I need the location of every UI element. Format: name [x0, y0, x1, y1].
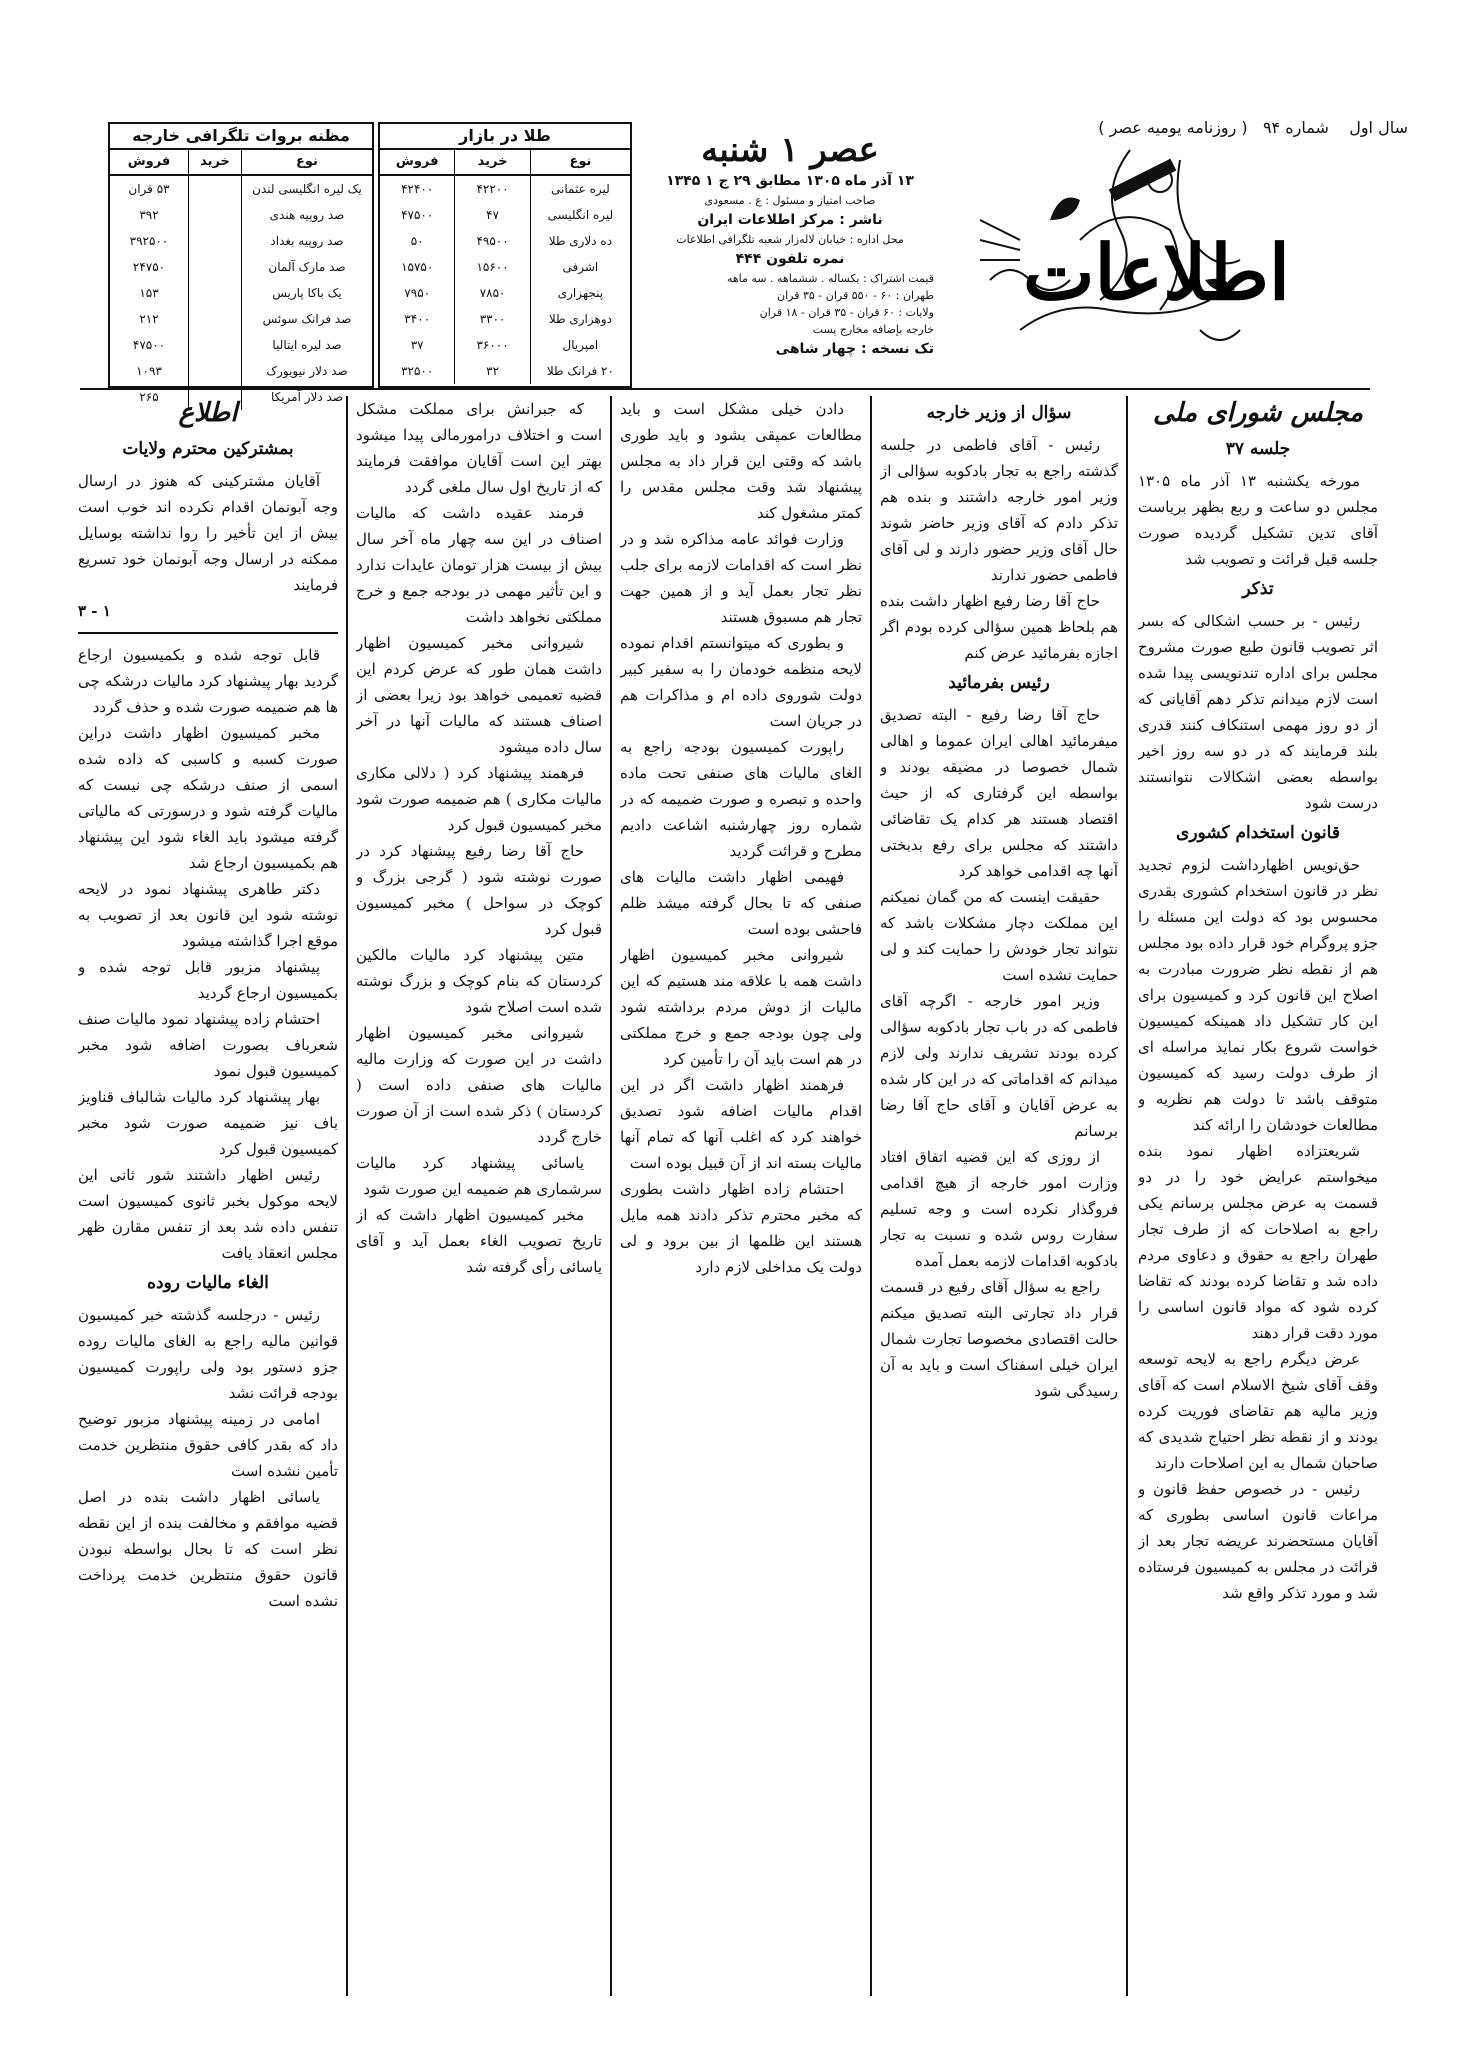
article-paragraph: رئیس - درجلسه گذشته خبر کمیسیون قوانین مالیه راجع به الغای مالیات روده جزو دستور بود ولی راپورت کمیسیون بودجه قرائت نشد [78, 1306, 338, 1402]
col-header-sell: فروش [395, 154, 439, 169]
table-cell [188, 332, 241, 358]
col-header-type: نوع [241, 150, 372, 174]
notice-text: آقایان مشترکینی که هنوز در ارسال وجه آبونمان اقدام نکرده اند خوب است بیش از این تأخیر را روا نداشته بوسایل ممکنه در ارسال وجه آبونمان خود تسریع فرمایند [78, 472, 338, 594]
table-cell: ۷۸۵۰ [454, 280, 529, 306]
table-cell: ۳۶۰۰۰ [454, 332, 529, 358]
article-paragraph: حاج آقا رضا رفیع اظهار داشت بنده هم بلحاظ همین سؤالی کرده بودم اگر اجازه بفرمائید عرض کنم [880, 592, 1118, 662]
table-cell: ۲۱۲ [139, 312, 159, 326]
table-cell: ۳۳۰۰ [454, 306, 529, 332]
article-paragraph: احتشام زاده اظهار داشت بطوری که مخبر محترم تذکر دادند همه مایل هستند این ظلمها از بین برود و لی دولت یک مداخلی لازم دارد [620, 1180, 862, 1276]
table-cell: لیره عثمانی [530, 176, 630, 202]
table-cell: امپریال [530, 332, 630, 358]
table-cell: ۱۵۷۵۰ [401, 260, 434, 274]
table-row [380, 228, 630, 254]
fx-rates-table [108, 122, 374, 404]
article-paragraph: دادن خیلی مشکل است و باید مطالعات عمیقی بشود و باید طوری باشد که وقتی این قرار داد به مجلس پیشنهاد شد وقت مجلس مقدس را کمتر مشغول کند [620, 400, 862, 522]
year-label: سال اول [1349, 118, 1408, 137]
article-paragraph: مخبر کمیسیون اظهار داشت که از تاریخ تصویب الغاء بعمل آید و آقای یاسائی رأی گرفته شد [356, 1206, 602, 1276]
article-paragraph: از روزی که این قضیه اتفاق افتاد وزارت امور خارجه از هیچ اقدامی فروگذار نکرده است و وجه تسلیم سفارت روس شده و نسبت به تجار بادکوبه اقدامات لازمه بعمل آمده [880, 1148, 1118, 1270]
article-paragraph: حقیقت اینست که من گمان نمیکنم این مملکت دچار مشکلات باشد که نتواند تجار خودش را حمایت کند و لی حمایت نشده است [880, 888, 1118, 984]
table-row [380, 280, 630, 306]
table-cell: ۲۰ فرانک طلا [530, 358, 630, 384]
table-cell: ۳۹۲ [139, 208, 159, 222]
table-row [110, 358, 372, 384]
publisher-line: ناشر : مرکز اطلاعات ایران [697, 212, 883, 228]
column-divider [1126, 396, 1128, 1996]
table-cell: ۱۰۹۳ [136, 364, 162, 378]
column-trade-report [620, 396, 862, 1996]
notice-title: بمشترکین محترم ولایات [122, 439, 294, 459]
table-cell: صد روپیه هندی [241, 202, 372, 228]
table-cell: ۴۷۵۰۰ [132, 338, 166, 352]
article-paragraph: الغاء مالیات روده [147, 1273, 269, 1293]
column-body [78, 642, 338, 1614]
col-header-type: نوع [530, 150, 630, 174]
article-paragraph: پیشنهاد مزبور قابل توجه شده و بکمیسیون ارجاع گردید [78, 958, 338, 1002]
article-paragraph: قابل توجه شده و بکمیسیون ارجاع گردید بهار پیشنهاد کرد مالیات درشکه چی ها هم ضمیمه صورت شده و حذف گردد [78, 646, 338, 716]
notice-separator [78, 632, 338, 634]
abroad-price: خارجه بإضافه مخارج پست [812, 323, 934, 336]
article-paragraph: و بطوری که میتوانستم اقدام نموده لایحه منظمه خودمان را به سفیر کبیر دولت شوروی داده ام و مذاکرات هم در جریان است [620, 634, 862, 730]
article-paragraph: شیروانی مخبر کمیسیون اظهار داشت همان طور که عرض کردم این قضیه تعمیمی خواهد بود زیرا بعضی از اصناف هستند که مالیات آنها در آخر سال داده میشود [356, 634, 602, 756]
table-row [110, 332, 372, 358]
table-cell: ۳۲ [454, 358, 529, 384]
address-line: محل اداره : خیابان لاله‌زار شعبه تلگرافی اطلاعات [676, 233, 904, 246]
article-paragraph: راپورت کمیسیون بودجه راجع به الغای مالیات های صنفی تحت ماده واحده و تبصره و صورت ضمیمه که در شماره روز چهارشنبه اشاعت دادیم مطرح و قرائت گردید [620, 738, 862, 860]
gold-market-table [378, 122, 632, 388]
article-paragraph: فرهمند اظهار داشت اگر در این اقدام مالیات اضافه شود تصدیق خواهند کرد که اغلب آنها که تمام آنها مالیات بسته اند از آن قبیل بوده است [620, 1076, 862, 1172]
table-row [110, 254, 372, 280]
column-body [1138, 468, 1378, 1606]
article-paragraph: مخبر کمیسیون اظهار داشت دراین صورت کسبه و کاسبی که داده شده اسمی از صنف درشکه چی نیست که مالیات گرفته شود و درسورتی که مالیاتی گرفته میشود باید الغاء شود این پیشنهاد هم بکمیسیون ارجاع شد [78, 724, 338, 872]
masthead-title: اطلاعات [1022, 228, 1290, 317]
table-cell [188, 306, 241, 332]
table-cell: صد دلار نیویورک [241, 358, 372, 384]
table-row [380, 358, 630, 384]
section-heading: سؤال از وزیر خارجه [926, 403, 1072, 423]
table-row [380, 332, 630, 358]
article-paragraph: حق‌نویس اظهارداشت لزوم تجدید نظر در قانون استخدام کشوری بقدری محسوس بود که دولت این مسئله را جزو پروگرام خود قرار داده بود مجلس هم از نقطه نظر ضرورت مبادرت به اصلاح این قانون کرد و کمیسیون برای این کار تشکیل داد همینکه کمیسیون خواست شروع بکار نماید مراسله ای از طرف دولت رسید که کمیسیون متوقف باشد تا دولت هم نظریه و مطالعات خودشان را ارائه کند [1138, 856, 1378, 1134]
article-paragraph: شیروانی مخبر کمیسیون اظهار داشت در این صورت که وزارت مالیه مالیات های صنفی داده است ( کردستان ) ذکر شده است از آن صورت خارج گردد [356, 1024, 602, 1146]
table-row [110, 306, 372, 332]
col-header-sell: فروش [127, 154, 171, 169]
table-cell: ۷۹۵۰ [404, 286, 431, 300]
edition-title: عصر ۱ شنبه [701, 130, 879, 170]
column-body [620, 396, 862, 1280]
article-paragraph: راجع به سؤال آقای رفیع در قسمت قرار داد تجارتی البته تصدیق میکنم حالت اقتصادی مخصوصا تجارت شمال ایران خیلی اسفناک است و باید به آن رسیدگی شود [880, 1278, 1118, 1400]
table-cell: یک لیره انگلیسی لندن [241, 176, 372, 202]
masthead-divider [80, 388, 1370, 390]
table-cell: ۱۵۳ [139, 286, 159, 300]
article-paragraph: رئیس - بر حسب اشکالی که بسر اثر تصویب قانون طبع صورت مشروح مجلس برای اداره تندنویسی پیدا شده است لازم میدانم تذکر دهم آقایانی که از دو روز مهمی استنکاف کنند قدری بلند فرمایند که در دو سه روز اخیر بواسطه بعضی اشکالات نتوانستند درست شود [1138, 612, 1378, 812]
column-body [356, 396, 602, 1280]
fx-table-title: مظنه بروات تلگرافی خارجه [110, 124, 372, 150]
single-copy-price: تک نسخه : چهار شاهی [775, 341, 934, 357]
notice-heading: اطلاع [178, 398, 238, 428]
issue-label: شماره ۹۴ [1262, 118, 1329, 137]
column-notice [78, 396, 338, 1996]
table-cell [188, 176, 241, 202]
article-paragraph: که جبرانش برای مملکت مشکل است و اختلاف درامورمالی پیدا میشود بهتر این است آقایان موافقت فرمایند که از تاریخ اول سال ملغی گردد [356, 400, 602, 496]
table-cell: اشرفی [530, 254, 630, 280]
subscription-title: قیمت اشتراک : یکساله . ششماهه . سه ماهه [726, 272, 934, 285]
table-row [380, 202, 630, 228]
article-paragraph: قانون استخدام کشوری [1176, 823, 1340, 843]
table-row [110, 280, 372, 306]
article-paragraph: رئیس اظهار داشتند شور ثانی این لایحه موکول بخبر ثانوی کمیسیون است تنفس داده شد بعد از تنفس مقارن ظهر مجلس انعقاد یافت [78, 1166, 338, 1262]
table-cell: ۴۷۵۰۰ [401, 208, 434, 222]
gold-table-title: طلا در بازار [380, 124, 630, 150]
article-paragraph: فهیمی اظهار داشت مالیات های صنفی که تا بحال گرفته میشد ظلم فاحشی بوده است [620, 868, 862, 938]
col-header-buy: خرید [188, 150, 241, 174]
table-cell: ۴۹۵۰۰ [454, 228, 529, 254]
table-row [380, 176, 630, 202]
article-paragraph: رئیس - آقای فاطمی در جلسه گذشته راجع به تجار بادکوبه سؤالی از وزیر امور خارجه داشتند و بنده هم تذکر دادم که آقای وزیر حاضر شوند حال آقای وزیر حضور دارند و لی آقای فاطمی حضور ندارند [880, 436, 1118, 584]
table-cell: صد لیره ایتالیا [241, 332, 372, 358]
article-paragraph: یاسائی اظهار داشت بنده در اصل قضیه موافقم و مخالفت بنده از این نقطه نظر است که تا بحال بواسطه نبودن قانون حقوق منتظرین خدمت پرداخت نشده است [78, 1488, 338, 1610]
masthead [960, 140, 1290, 380]
fx-table-header [110, 150, 372, 176]
column-divider [610, 396, 612, 1996]
article-paragraph: فرهمند پیشنهاد کرد ( دلالی مکاری مالیات مکاری ) هم ضمیمه صورت شود مخبر کمیسیون قبول کرد [356, 764, 602, 834]
table-cell: ۴۲۴۰۰ [401, 182, 434, 196]
article-paragraph: رئیس بفرمائید [948, 673, 1050, 693]
article-paragraph: شریعتزاده اظهار نمود بنده میخواستم عرایض خود را در دو قسمت به عرض مجلس برسانم یکی راجع به اصلاحات که از طرف تجار طهران راجع به حقوق و دعاوی مردم داده شد و تقاضا کرده بودند که تقاضا کرده شود که مواد قانون اساسی را مورد دقت قرار دهند [1138, 1142, 1378, 1342]
article-paragraph: احتشام زاده پیشنهاد نمود مالیات صنف شعرباف بصورت اضافه شود مخبر کمیسیون قبول نمود [78, 1010, 338, 1080]
table-cell: ۳۷ [410, 338, 424, 352]
table-cell: ۲۶۵ [139, 390, 159, 404]
article-paragraph: تذکر [1242, 579, 1274, 599]
article-paragraph: متین پیشنهاد کرد مالیات مالکین کردستان که بنام کوچک و بزرگ نوشته شده است اصلاح شود [356, 946, 602, 1016]
session-label: جلسه ۳۷ [1225, 439, 1291, 459]
column-guild-taxes [356, 396, 602, 1996]
table-cell: یک باکا پاریس [241, 280, 372, 306]
table-row [110, 176, 372, 202]
table-cell: ۵۳ قران [128, 182, 170, 196]
column-foreign-minister [880, 396, 1118, 1996]
publication-info [640, 120, 940, 400]
table-cell: ۴۲۲۰۰ [454, 176, 529, 202]
table-cell: صد فرانک سوئس [241, 306, 372, 332]
table-cell [188, 228, 241, 254]
table-cell [188, 202, 241, 228]
article-paragraph: شیروانی مخبر کمیسیون اظهار داشت همه با علاقه مند هستیم که این مالیات از دوش مردم برداشته شود ولی چون بودجه جمع و خرج مملکتی در هم است باید آن را تأمین کرد [620, 946, 862, 1068]
table-cell: پنجهزاری [530, 280, 630, 306]
table-cell: صد روپیه بغداد [241, 228, 372, 254]
gold-table-header [380, 150, 630, 176]
table-cell: لیره انگلیسی [530, 202, 630, 228]
table-cell: ده دلاری طلا [530, 228, 630, 254]
table-cell [188, 254, 241, 280]
article-paragraph: بهار پیشنهاد کرد مالیات شالباف قناویز باف نیز ضمیمه صورت شود مخبر کمیسیون قبول کرد [78, 1088, 338, 1158]
table-row [380, 254, 630, 280]
table-row [380, 306, 630, 332]
table-cell: ۳۲۵۰۰ [401, 364, 434, 378]
article-paragraph: امامی در زمینه پیشنهاد مزبور توضیح داد که بقدر کافی حقوق منتظرین خدمت تأمین نشده است [78, 1410, 338, 1480]
article-paragraph: حاج آقا رضا رفیع - البته تصدیق میفرمائید اهالی ایران عموما و اهالی شمال خصوصا در مضیقه بودند و بواسطه این گرفتاری که از حیث اقتصاد هستند هر کدام یک تقاضائی داشتند که مجلس برای رفع بدبختی آنها چه اقدامی خواهد کرد [880, 706, 1118, 880]
article-paragraph: یاسائی پیشنهاد کرد مالیات سرشماری هم ضمیمه این صورت شود [356, 1154, 602, 1198]
article-paragraph: دکتر طاهری پیشنهاد نمود در لایحه نوشته شود این قانون بعد از تصویب به موقع اجرا گذاشته میشود [78, 880, 338, 950]
article-paragraph: عرض دیگرم راجع به لایحه توسعه وقف آقای شیخ الاسلام است که آقای وزیر مالیه هم تقاضای فوریت کرده بودند و از نقطه نظر احتیاج شدیدی که صاحبان شمال به این اصلاحات دارند [1138, 1350, 1378, 1472]
column-body [880, 432, 1118, 1404]
table-cell: ۳۹۲۵۰۰ [129, 234, 169, 248]
table-cell: صد دلار آمریکا [241, 384, 372, 410]
article-paragraph: وزارت فوائد عامه مذاکره شد و در نظر است که اقدامات لازمه برای جلب نظر تجار بعمل آید و از همین جهت تجار هم مسبوق هستند [620, 530, 862, 626]
table-cell: ۲۴۷۵۰ [132, 260, 166, 274]
table-cell: ۴۷ [454, 202, 529, 228]
article-paragraph: حاج آقا رضا رفیع پیشنهاد کرد در صورت نوشته شود ( گرجی بزرگ و کوچک در سواحل ) مخبر کمیسیون قبول کرد [356, 842, 602, 938]
column-parliament [1138, 396, 1378, 1996]
col-header-buy: خرید [454, 150, 529, 174]
table-cell: دوهزاری طلا [530, 306, 630, 332]
article-paragraph: فرمند عقیده داشت که مالیات اصناف در این سه چهار ماه آخر سال بیش از بیست هزار تومان عایدات ندارد و این تأثیر مهمی در بودجه جمع و خرج مملکتی نخواهد داشت [356, 504, 602, 626]
section-heading: مجلس شورای ملی [1152, 398, 1364, 428]
table-cell: ۳۴۰۰ [404, 312, 431, 326]
gold-table-body [380, 176, 630, 384]
table-cell [188, 280, 241, 306]
table-cell: صد مارک آلمان [241, 254, 372, 280]
fx-table-body [110, 176, 372, 410]
phone-line: نمره تلفون ۴۴۴ [735, 251, 845, 267]
article-paragraph: وزیر امور خارجه - اگرچه آقای فاطمی که در باب تجار بادکوبه سؤالی کرده بودند تشریف ندارند ولی لازم میدانم که اقداماتی که در این کار شده به عرض آقایان و آقای حاج آقا رضا برسانم [880, 992, 1118, 1140]
article-paragraph: مورخه یکشنبه ۱۳ آذر ماه ۱۳۰۵ مجلس دو ساعت و ربع بظهر بریاست آقای تدین تشکیل گردیده صورت جلسه قبل قرائت و تصویب شد [1138, 472, 1378, 568]
table-row [110, 202, 372, 228]
column-divider [346, 396, 348, 1996]
date-line: ۱۳ آذر ماه ۱۳۰۵ مطابق ۲۹ ج ۱ ۱۳۴۵ [666, 173, 914, 189]
notice-code: ۱ - ۳ [78, 602, 111, 620]
column-divider [870, 396, 872, 1996]
paper-type: ( روزنامه یومیه عصر ) [1098, 118, 1248, 137]
table-cell: ۵۰ [410, 234, 424, 248]
table-cell: ۱۵۶۰۰ [454, 254, 529, 280]
owner-line: صاحب امتیاز و مسئول : ع . مسعودی [704, 194, 876, 207]
table-row [110, 228, 372, 254]
table-cell [188, 358, 241, 384]
tehran-price: طهران : ۶۰ - ۵۵۰ قران - ۳۵ قران [777, 289, 934, 302]
provinces-price: ولایات : ۶۰ قران - ۳۵ قران - ۱۸ قران [759, 306, 934, 319]
article-paragraph: رئیس - در خصوص حفظ قانون و مراعات قانون اساسی بطوری که آقایان مستحضرند عریضه تجار بعد از قرائت در مجلس به کمیسیون فرستاده شد و مورد تذکر واقع شد [1138, 1480, 1378, 1602]
